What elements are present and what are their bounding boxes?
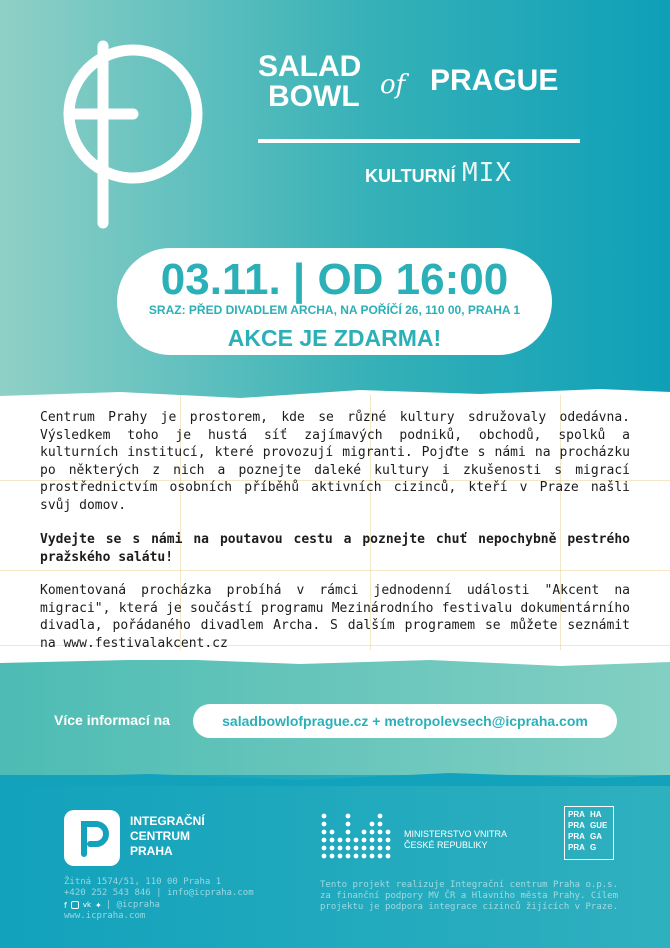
praha-logo-cell: G (590, 843, 597, 852)
praha-logo-cell: PRA (568, 832, 585, 841)
header-banner (0, 0, 670, 400)
event-free-entry: AKCE JE ZDARMA! (227, 325, 442, 351)
event-date-time: 03.11. | OD 16:00 (160, 255, 509, 304)
ministry-logo-icon (320, 810, 394, 860)
title-divider (258, 139, 580, 143)
instagram-icon[interactable] (71, 901, 79, 909)
icp-name-line: CENTRUM (130, 829, 190, 843)
info-label: Více informací na (54, 712, 170, 728)
praha-logo-cell: GA (590, 832, 602, 841)
icp-address: Žitná 1574/51, 110 00 Praha 1 (64, 877, 222, 887)
title-prague: PRAGUE (430, 64, 559, 97)
body-paragraph-3: Komentovaná procházka probíhá v rámci jednodenní události "Akcent na migraci", která je součástí programu Mezinárodního festivalu dokumentárního divadla, pořádaného divadlem Archa. S dalším programem se můžete seznámit na www.festivalakcent.cz (40, 583, 630, 651)
praha-logo-cell: GUE (590, 821, 608, 830)
icp-name-line: PRAHA (130, 844, 173, 858)
salad-bowl-logo-mark (55, 38, 220, 238)
title-of: of (380, 70, 406, 100)
social-row (64, 899, 254, 911)
icp-logo-icon (64, 810, 120, 866)
praha-logo-cell: HA (590, 810, 602, 819)
icp-name-line: INTEGRAČNÍ (130, 814, 205, 828)
facebook-icon[interactable]: f (64, 900, 67, 910)
praha-logo (564, 806, 614, 860)
grid-line (0, 570, 670, 571)
torn-edge-bottom (0, 650, 670, 672)
ministry-name-line: ČESKÉ REPUBLIKY (404, 840, 488, 850)
body-paragraph-2: Vydejte se s námi na poutavou cestu a poznejte chuť nepochybně pestrého pražského salátu! (40, 532, 630, 565)
subtitle-kulturni: KULTURNÍ (365, 166, 456, 186)
torn-edge-footer (0, 768, 670, 786)
icp-name (130, 814, 205, 859)
contact-links[interactable]: saladbowlofprague.cz + metropolevsech@icpraha.com (222, 713, 588, 729)
body-paragraph-1: Centrum Prahy je prostorem, kde se různé kultury sdružovaly odedávna. Výsledkem toho je hustá síť zajímavých podniků, obchodů, spolků a kulturních institucí, které provozují migranti. Pojďte s námi na procházku po některých z nich a poznejte daleké kultury i zkušenosti s migrací prostřednictvím osobních příběhů aktivních cizinců, kteří v Praze našli svůj domov. (40, 410, 630, 513)
icp-website[interactable]: www.icpraha.com (64, 911, 146, 921)
vk-icon[interactable]: vk (82, 901, 92, 909)
title-salad: SALAD (258, 50, 362, 83)
icp-phone-email: +420 252 543 846 | info@icpraha.com (64, 888, 254, 898)
ministry-name (404, 829, 507, 851)
funding-note: Tento projekt realizuje Integrační centrum Praha o.p.s. za finanční podpory MV ČR a Hlavního města Prahy. Cílem projektu je podpora integrace cizinců žijících v Praze. (320, 880, 619, 912)
social-handle: | @icpraha (105, 899, 160, 910)
praha-logo-cell: PRA (568, 810, 585, 819)
event-meeting-point: SRAZ: PŘED DIVADLEM ARCHA, NA POŘÍČÍ 26, 110 00, PRAHA 1 (148, 303, 521, 317)
praha-logo-grid (565, 807, 613, 855)
twitter-icon[interactable]: ✦ (95, 900, 102, 910)
praha-logo-cell: PRA (568, 843, 585, 852)
subtitle-mix: MIX (462, 158, 512, 188)
icp-contact (64, 877, 254, 922)
title-bowl: BOWL (268, 80, 360, 113)
ministry-name-line: MINISTERSTVO VNITRA (404, 829, 508, 839)
praha-logo-cell: PRA (568, 821, 585, 830)
